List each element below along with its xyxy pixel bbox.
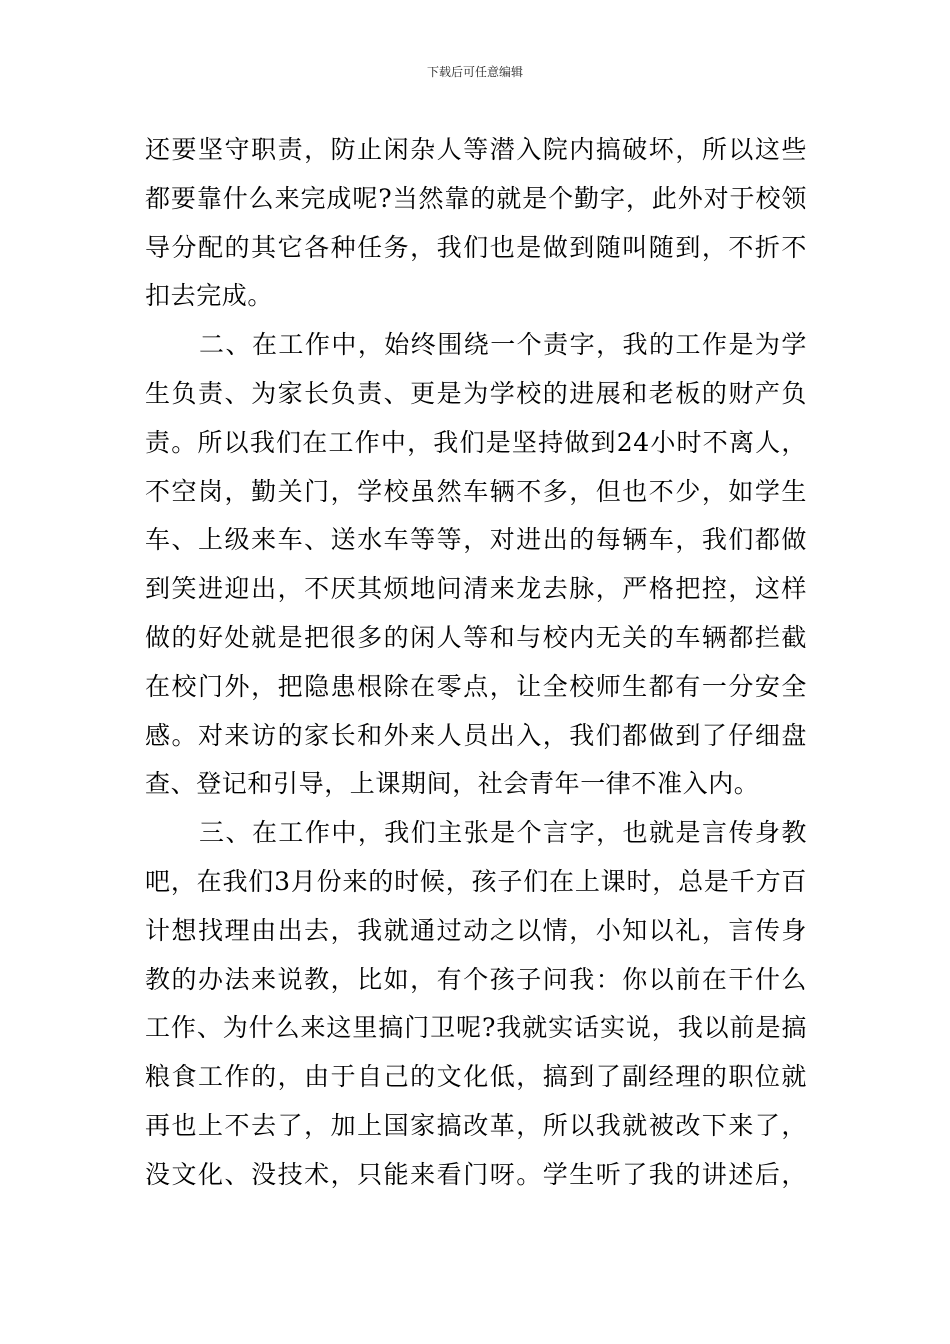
text-line: 工作、为什么来这里搞门卫呢?我就实话实说，我以前是搞 — [145, 1013, 807, 1043]
text-line: 在校门外，把隐患根除在零点，让全校师生都有一分安全 — [145, 671, 807, 701]
text-line: 都要靠什么来完成呢?当然靠的就是个勤字，此外对于校领 — [145, 183, 807, 213]
text-line: 不空岗，勤关门，学校虽然车辆不多，但也不少，如学生 — [145, 476, 807, 506]
text-line: 扣去完成。 — [145, 281, 274, 311]
text-line: 做的好处就是把很多的闲人等和与校内无关的车辆都拦截 — [145, 622, 807, 652]
paragraph — [145, 321, 807, 809]
page-header: 下载后可任意编辑 — [426, 65, 523, 79]
paragraph — [145, 126, 807, 321]
text-line: 车、上级来车、送水车等等，对进出的每辆车，我们都做 — [145, 525, 807, 555]
text-line: 教的办法来说教，比如，有个孩子问我：你以前在干什么 — [145, 964, 807, 994]
text-line: 粮食工作的，由于自己的文化低，搞到了副经理的职位就 — [145, 1062, 807, 1092]
paragraph — [145, 809, 807, 1199]
text-line: 二、在工作中，始终围绕一个责字，我的工作是为学 — [199, 330, 807, 360]
text-line: 还要坚守职责，防止闲杂人等潜入院内搞破坏，所以这些 — [145, 135, 807, 164]
text-line: 导分配的其它各种任务，我们也是做到随叫随到，不折不 — [145, 232, 807, 262]
text-line: 吧，在我们3月份来的时候，孩子们在上课时，总是千方百 — [145, 866, 807, 896]
document-body — [145, 126, 807, 1200]
text-line: 责。所以我们在工作中，我们是坚持做到24小时不离人， — [145, 427, 807, 457]
text-line: 没文化、没技术，只能来看门呀。学生听了我的讲述后， — [145, 1159, 807, 1189]
text-line: 计想找理由出去，我就通过动之以情，小知以礼，言传身 — [145, 915, 807, 945]
text-line: 查、登记和引导，上课期间，社会青年一律不准入内。 — [145, 769, 760, 799]
text-line: 生负责、为家长负责、更是为学校的进展和老板的财产负 — [145, 378, 807, 408]
text-line: 感。对来访的家长和外来人员出入，我们都做到了仔细盘 — [145, 720, 807, 750]
text-line: 到笑进迎出，不厌其烦地问清来龙去脉，严格把控，这样 — [145, 574, 807, 604]
text-line: 再也上不去了，加上国家搞改革，所以我就被改下来了， — [145, 1110, 807, 1140]
text-line: 三、在工作中，我们主张是个言字，也就是言传身教 — [199, 818, 807, 848]
